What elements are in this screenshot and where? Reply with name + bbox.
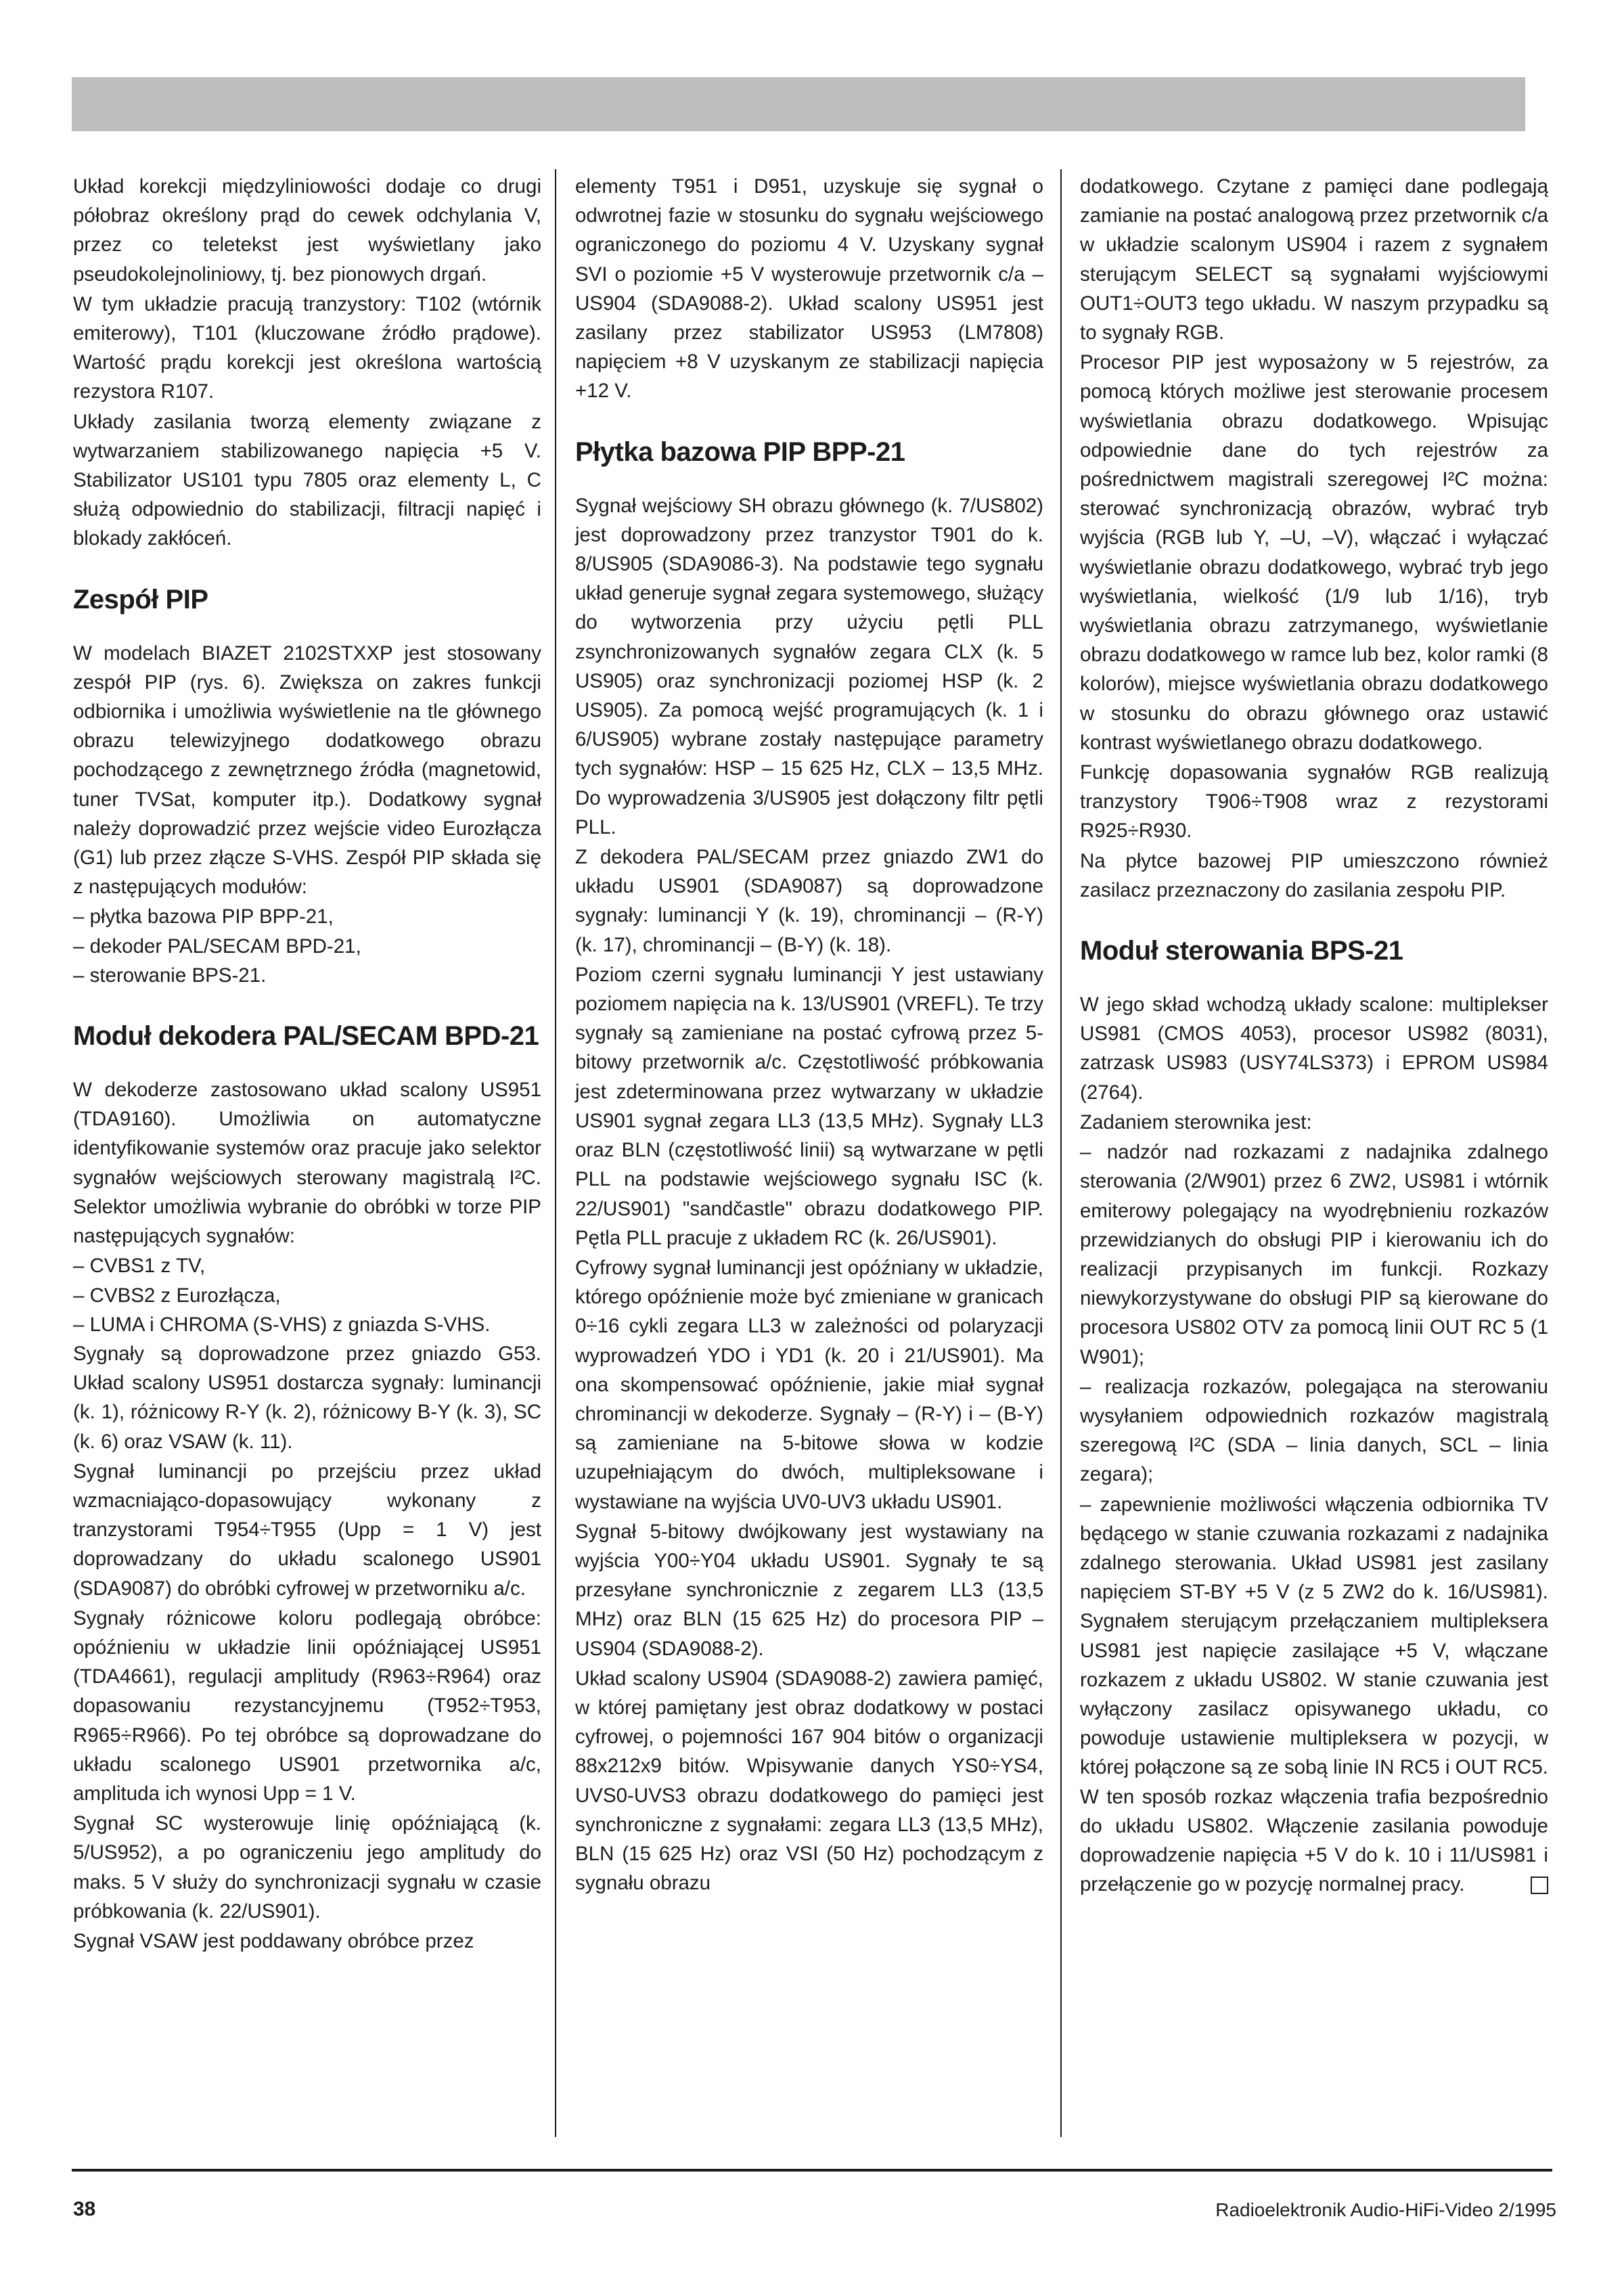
list-item: – CVBS1 z TV, [73,1255,206,1278]
paragraph: – nadzór nad rozkazami z nadajnika zdalnego sterowania (2/W901) przez 6 ZW2, US981 i wtórnik emiterowy polegający na wyodrębnieniu rozkazów przewidzianych do obsługi PIP i kierowaniu ich do realizacji przypisanych im funkcji. Rozkazy niewykorzystywane do obsługi PIP są kierowane do procesora US802 OTV za pomocą linii OUT RC 5 (1 W901); [1080,1141,1548,1368]
section-heading: Moduł dekodera PAL/SECAM BPD-21 [73,1021,539,1052]
list-item: – dekoder PAL/SECAM BPD-21, [73,935,361,958]
text-column-2 [575,172,1043,1898]
paragraph: – realizacja rozkazów, polegająca na sterowaniu wysyłaniem odpowiednich rozkazów magistralą szeregową I²C (SDA – linia danych, SCL – linia zegara); [1080,1375,1548,1486]
paragraph: Sygnał luminancji po przejściu przez układ wzmacniająco-dopasowujący wykonany z tranzystorami T954÷T955 (Upp = 1 V) jest doprowadzany do układu scalonego US901 (SDA9087) do obróbki cyfrowej w przetworniku a/c. [73,1460,541,1600]
paragraph: Sygnał SC wysterowuje linię opóźniającą (k. 5/US952), a po ograniczeniu jego amplitudy do maks. 5 V służy do synchronizacji sygnału w czasie próbkowania (k. 22/US901). [73,1812,541,1923]
end-of-article-icon [1531,1877,1548,1894]
paragraph: Funkcję dopasowania sygnałów RGB realizują tranzystory T906÷T908 wraz z rezystorami R925÷R930. [1080,761,1548,843]
column-divider-2 [1060,169,1062,2137]
paragraph: W modelach BIAZET 2102STXXP jest stosowany zespół PIP (rys. 6). Zwiększa on zakres funkcji odbiornika i umożliwia wyświetlenie na tle głównego obrazu telewizyjnego dodatkowego obrazu pochodzącego z zewnętrznego źródła (magnetowid, tuner TVSat, komputer itp.). Dodatkowy sygnał należy doprowadzić przez wejście video Eurozłącza (G1) lub przez złącze S-VHS. Zespół PIP składa się z następujących modułów: [73,642,541,899]
paragraph: dodatkowego. Czytane z pamięci dane podlegają zamianie na postać analogową przez przetwornik c/a w układzie scalonym US904 i razem z sygnałem sterującym SELECT są sygnałami wyjściowymi OUT1÷OUT3 tego układu. W naszym przypadku są to sygnały RGB. [1080,175,1548,344]
section-heading: Moduł sterowania BPS-21 [1080,936,1403,966]
paragraph: Sygnały różnicowe koloru podlegają obróbce: opóźnieniu w układzie linii opóźniającej US951 (TDA4661), regulacji amplitudy (R963÷R964) oraz dopasowaniu rezystancyjnemu (T952÷T953, R965÷R966). Po tej obróbce są doprowadzane do układu scalonego US901 przetwornika a/c, amplituda ich wynosi Upp = 1 V. [73,1607,541,1805]
section-heading: Płytka bazowa PIP BPP-21 [575,436,905,467]
paragraph: Sygnał VSAW jest poddawany obróbce przez [73,1929,474,1952]
publication-name: Radioelektronik Audio-HiFi-Video 2/1995 [1215,2199,1556,2220]
paragraph: W tym układzie pracują tranzystory: T102 (wtórnik emiterowy), T101 (kluczowane źródło prądowe). Wartość prądu korekcji jest określona wartością rezystora R107. [73,292,541,403]
paragraph: Na płytce bazowej PIP umieszczono również zasilacz przeznaczony do zasilania zespołu PIP. [1080,849,1548,901]
paragraph: Układy zasilania tworzą elementy związane z wytwarzaniem stabilizowanego napięcia +5 V. Stabilizator US101 typu 7805 oraz elementy L, C służą odpowiednio do stabilizacji, filtracji napięć i blokady zakłóceń. [73,410,541,550]
paragraph: Poziom czerni sygnału luminancji Y jest ustawiany poziomem napięcia na k. 13/US901 (VREFL). Te trzy sygnały są zamieniane na postać cyfrową przez 5-bitowy przetwornik a/c. Częstotliwość próbkowania jest zdeterminowana przez wytwarzany w układzie US901 sygnał zegara LL3 (13,5 MHz). Sygnały LL3 oraz BLN (częstotliwość linii) są wytwarzane w pętli PLL na podstawie wejściowego sygnału ISC (k. 22/US901) "sandčastle" obrazu dodatkowego PIP. Pętla PLL pracuje z układem RC (k. 26/US901). [575,963,1043,1249]
section-heading: Zespół PIP [73,584,208,614]
list-item: – LUMA i CHROMA (S-VHS) z gniazda S-VHS. [73,1313,491,1336]
footer-rule [72,2169,1552,2172]
paragraph: – zapewnienie możliwości włączenia odbiornika TV będącego w stanie czuwania rozkazami z nadajnika zdalnego sterowania. Układ US981 jest zasilany napięciem ST-BY +5 V (z 5 ZW2 do k. 16/US981). Sygnałem sterującym przełączaniem multipleksera US981 jest napięcie zasilające +5 V, włączane rozkazem z układu US802. W stanie czuwania jest wyłączony zasilacz opisywanego układu, co powoduje ustawienie multipleksera w pozycji, w której połączone są ze sobą linie IN RC5 i OUT RC5. W ten sposób rozkaz włączenia trafia bezpośrednio do układu US802. Włączenie zasilania powoduje doprowadzenie napięcia +5 V do k. 10 i 11/US981 i przełączenie go w pozycję normalnej pracy. [1080,1493,1548,1896]
page-number: 38 [73,2198,96,2220]
paragraph: elementy T951 i D951, uzyskuje się sygnał o odwrotnej fazie w stosunku do sygnału wejściowego ograniczonego do poziomu 4 V. Uzyskany sygnał SVI o poziomie +5 V wysterowuje przetwornik c/a – US904 (SDA9088-2). Układ scalony US951 jest zasilany przez stabilizator US953 (LM7808) napięciem +8 V uzyskanym ze stabilizacji napięcia +12 V. [575,175,1043,403]
paragraph: Układ scalony US904 (SDA9088-2) zawiera pamięć, w której pamiętany jest obraz dodatkowy w postaci cyfrowej, o pojemności 167 904 bitów o organizacji 88x212x9 bitów. Wpisywanie danych YS0÷YS4, UVS0-UVS3 obrazu dodatkowego do pamięci jest synchroniczne z sygnałami: zegara LL3 (13,5 MHz), BLN (15 625 Hz) oraz VSI (50 Hz) pochodzącym z sygnału obrazu [575,1667,1043,1895]
paragraph: Sygnały są doprowadzone przez gniazdo G53. Układ scalony US951 dostarcza sygnały: luminancji (k. 1), różnicowy R-Y (k. 2), różnicowy B-Y (k. 3), SC (k. 6) oraz VSAW (k. 11). [73,1342,541,1453]
paragraph: Zadaniem sterownika jest: [1080,1110,1312,1133]
paragraph: Sygnał wejściowy SH obrazu głównego (k. 7/US802) jest doprowadzony przez tranzystor T901 do k. 8/US905 (SDA9086-3). Na podstawie tego sygnału układ generuje sygnał zegara systemowego, służący do wytworzenia przy użyciu pętli PLL zsynchronizowanych sygnałów zegara CLX (k. 5 US905) oraz synchronizacji poziomej HSP (k. 2 US905). Za pomocą wejść programujących (k. 1 i 6/US905) wybrane zostały następujące parametry tych sygnałów: HSP – 15 625 Hz, CLX – 13,5 MHz. Do wyprowadzenia 3/US905 jest dołączony filtr pętli PLL. [575,494,1043,838]
text-column-3 [1080,172,1548,1900]
paragraph: W dekoderze zastosowano układ scalony US951 (TDA9160). Umożliwia on automatyczne identyfikowanie systemów oraz pracuje jako selektor sygnałów wejściowych sterowany magistralą I²C. Selektor umożliwia wybranie do obróbki w torze PIP następujących sygnałów: [73,1079,541,1248]
paragraph: Z dekodera PAL/SECAM przez gniazdo ZW1 do układu US901 (SDA9087) są doprowadzone sygnały: luminancji Y (k. 19), chrominancji – (R-Y) (k. 17), chrominancji – (B-Y) (k. 18). [575,846,1043,956]
paragraph: Procesor PIP jest wyposażony w 5 rejestrów, za pomocą których możliwe jest sterowanie procesem wyświetlania obrazu dodatkowego. Wpisując odpowiednie dane do tych rejestrów za pośrednictwem magistrali szeregowej I²C można: sterować synchronizacją obrazów, wybrać tryb wyjścia (RGB lub Y, –U, –V), włączać i wyłączać wyświetlanie obrazu dodatkowego, wybrać tryb jego wyświetlania, wielkość (1/9 lub 1/16), tryb wyświetlania obrazu zatrzymanego, wyświetlanie obrazu dodatkowego w ramce lub bez, kolor ramki (8 kolorów), miejsce wyświetlania obrazu dodatkowego w stosunku do obrazu głównego oraz ustawić kontrast wyświetlanego obrazu dodatkowego. [1080,351,1548,754]
paragraph: W jego skład wchodzą układy scalone: multiplekser US981 (CMOS 4053), procesor US982 (8031), zatrzask US983 (USY74LS373) i EPROM US984 (2764). [1080,993,1548,1104]
column-divider-1 [555,169,556,2137]
paragraph: Układ korekcji międzyliniowości dodaje co drugi półobraz określony prąd do cewek odchylania V, przez co teletekst jest wyświetlany jako pseudokolejnoliniowy, tj. bez pionowych drgań. [73,175,541,286]
list-item: – płytka bazowa PIP BPP-21, [73,905,334,928]
text-column-1 [73,172,541,1956]
paragraph: Sygnał 5-bitowy dwójkowany jest wystawiany na wyjścia Y00÷Y04 układu US901. Sygnały te są przesyłane synchronicznie z zegarem LL3 (13,5 MHz) oraz BLN (15 625 Hz) do procesora PIP – US904 (SDA9088-2). [575,1520,1043,1660]
header-band [72,77,1525,131]
list-item: – sterowanie BPS-21. [73,964,267,987]
paragraph: Cyfrowy sygnał luminancji jest opóźniany w układzie, którego opóźnienie może być zmieniane w granicach 0÷16 cykli zegara LL3 w zależności od polaryzacji wyprowadzeń YDO i YD1 (k. 20 i 21/US901). Ma ona skompensować opóźnienie, jakie miał sygnał chrominancji w dekoderze. Sygnały – (R-Y) i – (B-Y) są zamieniane na 5-bitowe słowa w kodzie uzupełniającym do dwóch, multipleksowane i wystawiane na wyjścia UV0-UV3 układu US901. [575,1256,1043,1513]
list-item: – CVBS2 z Eurozłącza, [73,1284,281,1307]
